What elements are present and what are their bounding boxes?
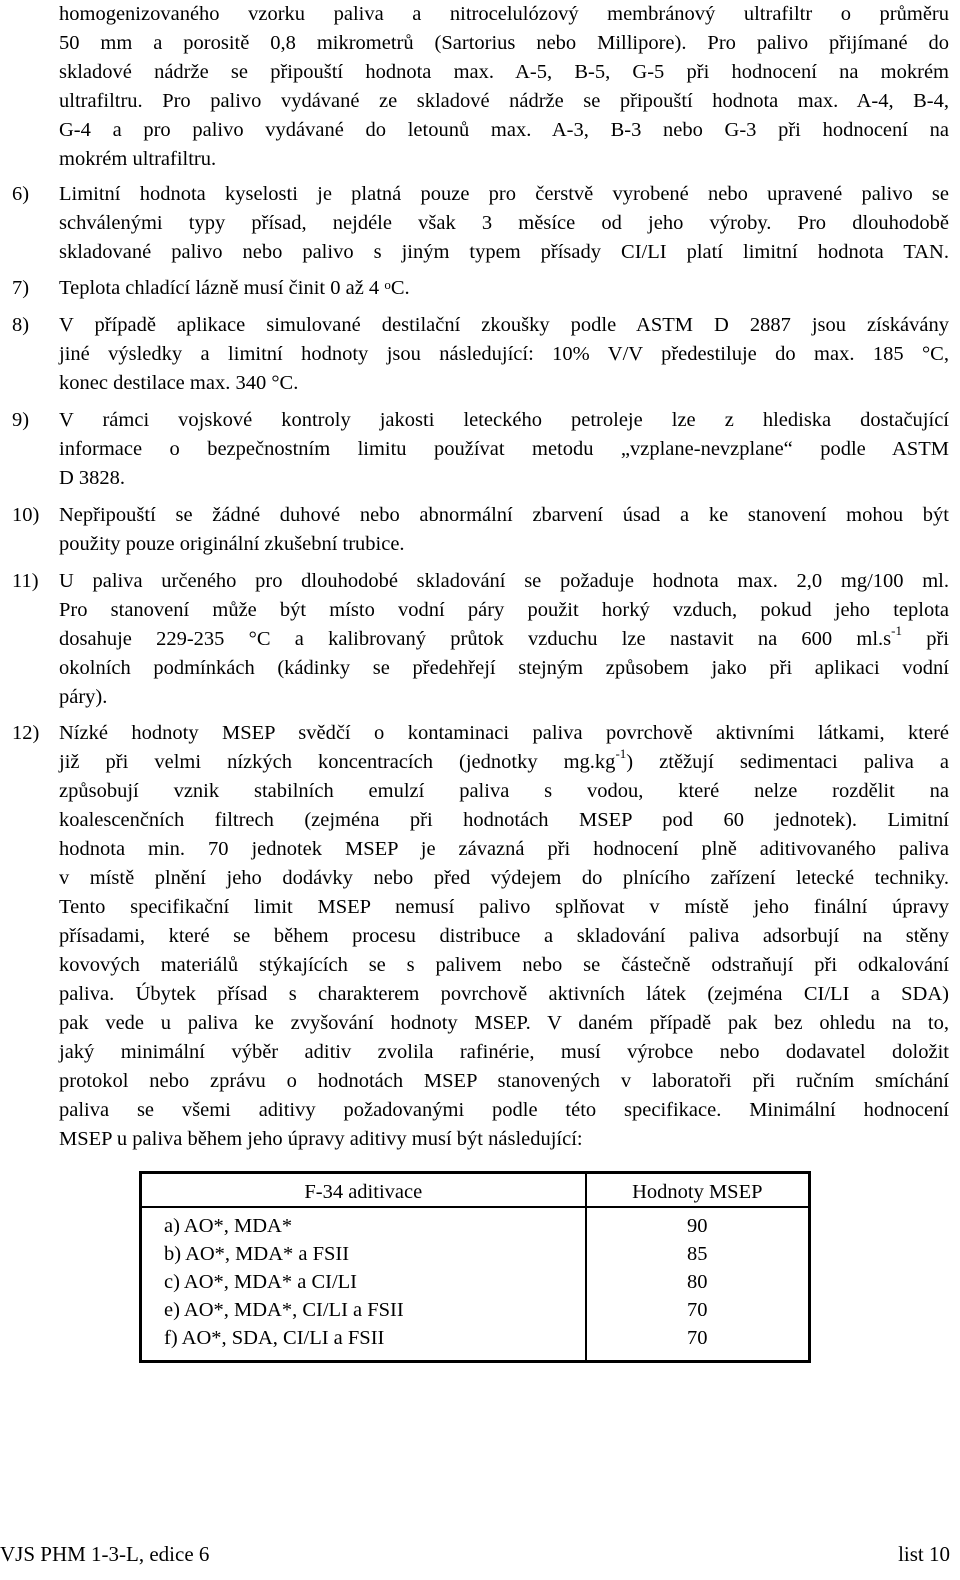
table-cell: f) AO*, SDA, CI/LI a FSII: [141, 1324, 586, 1362]
note-11: [12, 567, 949, 712]
table-header-row: [141, 1173, 810, 1208]
table-cell: 80: [687, 1271, 708, 1293]
exponent-superscript: -1: [891, 623, 902, 639]
note-10: [12, 501, 949, 559]
table-cell: 85: [687, 1243, 708, 1265]
msep-table: [139, 1171, 811, 1363]
text-line: Nízké hodnoty MSEP svědčí o kontaminaci paliva povrchově aktivními látkami, které: [59, 722, 949, 744]
column-header-msep: Hodnoty MSEP: [586, 1173, 810, 1208]
table-cell: e) AO*, MDA*, CI/LI a FSII: [141, 1296, 586, 1324]
text-line: schválenými typy přísad, nejdéle však 3 měsíce od jeho výroby. Pro dlouhodobě: [59, 212, 949, 234]
footer-page-number: list 10: [898, 1542, 950, 1566]
text-line: použity pouze originální zkušební trubice.: [59, 533, 405, 555]
table-cell: a) AO*, MDA*: [141, 1207, 586, 1240]
text-line: 50 mm a porositě 0,8 mikrometrů (Sartorius nebo Millipore). Pro palivo přijímané do: [59, 32, 949, 54]
note-number: 6): [12, 183, 30, 205]
text-line: jiné výsledky a limitní hodnoty jsou následující: 10% V/V předestiluje do max. 185 °C,: [59, 343, 949, 365]
text-line: Limitní hodnota kyselosti je platná pouze pro čerstvě vyrobené nebo upravené palivo se: [59, 183, 949, 205]
text-line: okolních podmínkách (kádinky se předehřejí stejným způsobem jako při aplikaci vodní: [59, 657, 949, 679]
text-line: skladové nádrže se připouští hodnota max. A-5, B-5, G-5 při hodnocení na mokrém: [59, 61, 949, 83]
text-segment: dosahuje 229-235 °C a kalibrovaný průtok vzduchu lze nastavit na 600 ml.s: [59, 628, 892, 650]
text-line: mokrém ultrafiltru.: [59, 148, 217, 170]
text-line: přísadami, které se během procesu distribuce a skladování paliva adsorbují na stěny: [59, 925, 949, 947]
text-segment: již při velmi nízkých koncentracích (jednotky mg.kg: [59, 751, 616, 773]
table-cell: b) AO*, MDA* a FSII: [141, 1240, 586, 1268]
text-line: způsobují vznik stabilních emulzí paliva s vodou, které nelze rozdělit na: [59, 780, 949, 802]
exponent-superscript: -1: [615, 746, 627, 762]
text-line: jaký minimální výběr aditiv zvolila rafinérie, musí výrobce nebo dodavatel doložit: [59, 1041, 949, 1063]
note-7: [12, 274, 949, 303]
note-8: [12, 311, 949, 398]
text-line: konec destilace max. 340 °C.: [59, 372, 299, 394]
text-line: skladované palivo nebo palivo s jiným typem přísady CI/LI platí limitní hodnota TAN.: [59, 241, 949, 263]
note-9: [12, 406, 949, 493]
text-line: paliva se všemi aditivy požadovanými podle této specifikace. Minimální hodnocení: [59, 1099, 949, 1121]
text-segment: Teplota chladící lázně musí činit 0 až 4: [59, 277, 385, 299]
text-segment: C.: [390, 277, 410, 299]
column-header-additivation: F-34 aditivace: [141, 1173, 586, 1208]
text-segment: ) ztěžují sedimentaci paliva a: [626, 751, 949, 773]
text-line: hodnota min. 70 jednotek MSEP je závazná při hodnocení plně aditivovaného paliva: [59, 838, 949, 860]
text-line: v místě plnění jeho dodávky nebo před výdejem do plnícího zařízení letecké techniky.: [59, 867, 949, 889]
table-cell: c) AO*, MDA* a CI/LI: [141, 1268, 586, 1296]
intro-paragraph: [59, 0, 949, 174]
note-number: 9): [12, 409, 30, 431]
note-number: 12): [12, 722, 40, 744]
text-line: [59, 625, 949, 654]
text-segment: při: [901, 628, 949, 650]
text-line: G-4 a pro palivo vydávané do letounů max. A-3, B-3 nebo G-3 při hodnocení na: [59, 119, 949, 141]
table-row: [141, 1240, 810, 1268]
text-line: [59, 277, 410, 299]
text-line: V rámci vojskové kontroly jakosti leteckého petroleje lze z hlediska dostačující: [59, 409, 949, 431]
text-line: [59, 748, 949, 777]
text-line: MSEP u paliva během jeho úpravy aditivy musí být následující:: [59, 1128, 583, 1150]
note-12: [12, 719, 949, 1154]
text-line: Tento specifikační limit MSEP nemusí palivo splňovat v místě jeho finální úpravy: [59, 896, 949, 918]
note-number: 10): [12, 504, 40, 526]
degree-superscript: o: [384, 277, 391, 292]
text-line: pak vede u paliva ke zvyšování hodnoty MSEP. V daném případě pak bez ohledu na to,: [59, 1012, 949, 1034]
note-number: 7): [12, 277, 30, 299]
text-line: paliva. Úbytek přísad s charakterem povrchově aktivních látek (zejména CI/LI a SDA): [59, 983, 949, 1005]
text-line: U paliva určeného pro dlouhodobé skladování se požaduje hodnota max. 2,0 mg/100 ml.: [59, 570, 949, 592]
table-cell: 90: [687, 1215, 708, 1237]
text-line: V případě aplikace simulované destilační zkoušky podle ASTM D 2887 jsou získávány: [59, 314, 949, 336]
footer-document-id: VJS PHM 1-3-L, edice 6: [0, 1542, 210, 1566]
text-line: ultrafiltru. Pro palivo vydávané ze skladové nádrže se připouští hodnota max. A-4, B-4,: [59, 90, 949, 112]
note-number: 8): [12, 314, 30, 336]
text-line: informace o bezpečnostním limitu používat metodu „vzplane-nevzplane“ podle ASTM: [59, 438, 949, 460]
text-line: koalescenčních filtrech (zejména při hodnotách MSEP pod 60 jednotek). Limitní: [59, 809, 949, 831]
table-row: [141, 1324, 810, 1362]
text-line: Pro stanovení může být místo vodní páry použit horký vzduch, pokud jeho teplota: [59, 599, 949, 621]
note-number: 11): [12, 570, 39, 592]
text-line: páry).: [59, 686, 108, 708]
table-row: [141, 1268, 810, 1296]
table-cell: 70: [687, 1299, 708, 1321]
table-cell: 70: [586, 1324, 810, 1362]
text-line: Nepřipouští se žádné duhové nebo abnormální zbarvení úsad a ke stanovení mohou být: [59, 504, 949, 526]
text-line: homogenizovaného vzorku paliva a nitrocelulózový membránový ultrafiltr o průměru: [59, 3, 949, 25]
text-line: kovových materiálů stýkajících se s palivem nebo se částečně odstraňují při odkalování: [59, 954, 949, 976]
text-line: D 3828.: [59, 467, 126, 489]
table-row: [141, 1207, 810, 1240]
text-line: protokol nebo zprávu o hodnotách MSEP stanovených v laboratoři při ručním smíchání: [59, 1070, 949, 1092]
table-row: [141, 1296, 810, 1324]
note-6: [12, 180, 949, 267]
